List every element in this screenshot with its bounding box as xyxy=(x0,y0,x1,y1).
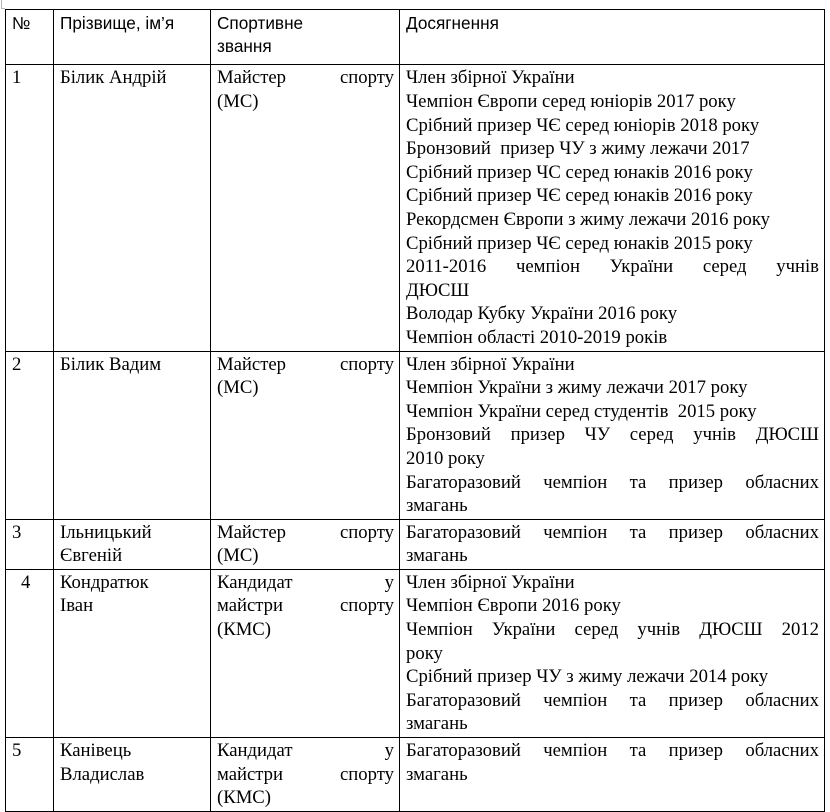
achievement-line: Член збірної України xyxy=(406,67,575,89)
sport-rank-line xyxy=(217,571,394,595)
achievement-line: змагань xyxy=(406,763,468,785)
achievement-line: Член збірної України xyxy=(406,353,575,375)
header-rank xyxy=(211,10,400,65)
athlete-name-line: Ільницький xyxy=(60,521,152,543)
sport-rank xyxy=(211,351,400,519)
sport-rank-word: спорту xyxy=(340,353,394,375)
achievement-line: Чемпіон Європи 2016 року xyxy=(406,595,621,617)
achievement-line: Срібний призер ЧС серед юнаків 2016 року xyxy=(406,161,753,183)
athlete-name-line: Канівець xyxy=(60,740,132,762)
achievement-line: Чемпіон Європи серед юніорів 2017 року xyxy=(406,91,736,112)
sport-rank-word: Кандидат xyxy=(217,571,293,593)
athlete-name xyxy=(54,351,211,519)
athlete-name xyxy=(54,65,211,351)
sport-rank-line xyxy=(217,763,394,787)
athlete-name-line: Кондратюк xyxy=(60,571,149,593)
athlete-name-line: Євгеній xyxy=(60,545,123,567)
achievement-line: Член збірної України xyxy=(406,571,575,593)
table-row xyxy=(6,351,825,519)
sport-rank-word: Кандидат xyxy=(217,740,293,762)
achievement-line: Чемпіон області 2010-2019 років xyxy=(406,326,668,348)
sport-rank xyxy=(211,738,400,812)
row-number: 3 xyxy=(6,519,54,569)
achievement-line: Чемпіон України серед студентів 2015 року xyxy=(406,400,757,422)
sport-rank-abbr: (МС) xyxy=(217,545,259,567)
table-row xyxy=(6,519,825,569)
sport-rank-word: Майстер xyxy=(217,67,287,89)
sport-rank-word: у xyxy=(384,571,394,593)
table-row xyxy=(6,738,825,812)
sport-rank-word: майстри xyxy=(217,595,284,617)
table-row xyxy=(6,65,825,351)
header-rank-line1: Спортивне xyxy=(217,13,304,33)
athlete-name xyxy=(54,569,211,737)
sport-rank xyxy=(211,519,400,569)
achievements-cell xyxy=(400,519,825,569)
achievement-line: Багаторазовий чемпіон та призер обласних xyxy=(406,689,819,711)
row-number: 4 xyxy=(6,569,54,737)
athlete-name-line: Іван xyxy=(60,595,94,617)
achievement-line: Рекордсмен Європи з жиму лежачи 2016 року xyxy=(406,208,770,230)
sport-rank-abbr: (МС) xyxy=(217,91,259,112)
sport-rank xyxy=(211,569,400,737)
text-boundary-mark xyxy=(1,0,5,9)
header-achievements: Досягнення xyxy=(400,10,825,65)
achievement-line: ДЮСШ xyxy=(406,279,470,301)
achievement-line: Багаторазовий чемпіон та призер обласних xyxy=(406,471,819,493)
athlete-name-line: Білик Андрій xyxy=(60,67,167,89)
row-number: 1 xyxy=(6,65,54,351)
header-name: Прізвище, ім’я xyxy=(54,10,211,65)
achievement-line: Бронзовий призер ЧУ серед учнів ДЮСШ xyxy=(406,424,819,446)
sport-rank xyxy=(211,65,400,351)
achievement-line: Бронзовий призер ЧУ з жиму лежачи 2017 xyxy=(406,138,750,160)
achievements-cell xyxy=(400,738,825,812)
table-row xyxy=(6,569,825,737)
row-number: 5 xyxy=(6,738,54,812)
achievement-line: Володар Кубку України 2016 року xyxy=(406,303,678,325)
athlete-name xyxy=(54,738,211,812)
sport-rank-line xyxy=(217,739,394,763)
sport-rank-word: Майстер xyxy=(217,353,287,375)
athlete-name-line: Білик Вадим xyxy=(60,353,162,375)
achievement-line: змагань xyxy=(406,495,468,517)
athletes-table xyxy=(5,9,825,812)
sport-rank-line xyxy=(217,594,394,618)
sport-rank-word: спорту xyxy=(340,521,394,543)
achievement-line: Чемпіон України серед учнів ДЮСШ 2012 xyxy=(406,619,819,641)
achievements-cell xyxy=(400,569,825,737)
sport-rank-line xyxy=(217,66,394,90)
achievement-line: Срібний призер ЧЄ серед юнаків 2016 року xyxy=(406,185,753,207)
header-number: № xyxy=(6,10,54,65)
header-rank-line2: звання xyxy=(217,36,272,57)
sport-rank-word: спорту xyxy=(340,763,394,785)
achievement-line: Срібний призер ЧЄ серед юнаків 2015 року xyxy=(406,232,753,254)
sport-rank-word: у xyxy=(384,740,394,762)
achievement-line: Срібний призер ЧЄ серед юніорів 2018 року xyxy=(406,114,760,136)
achievement-line: Багаторазовий чемпіон та призер обласних xyxy=(406,740,819,762)
achievement-line: року xyxy=(406,642,443,664)
row-number: 2 xyxy=(6,351,54,519)
sport-rank-word: спорту xyxy=(340,67,394,89)
sport-rank-line xyxy=(217,353,394,377)
achievement-line: 2010 року xyxy=(406,447,485,469)
sport-rank-word: майстри xyxy=(217,763,284,785)
achievement-line: Чемпіон України з жиму лежачи 2017 року xyxy=(406,377,748,399)
achievement-line: 2011-2016 чемпіон України серед учнів xyxy=(406,256,819,278)
sport-rank-word: Майстер xyxy=(217,521,287,543)
table-header-row xyxy=(6,10,825,65)
sport-rank-abbr: (КМС) xyxy=(217,619,271,641)
sport-rank-abbr: (КМС) xyxy=(217,787,271,809)
achievement-line: Срібний призер ЧУ з жиму лежачи 2014 року xyxy=(406,666,769,688)
achievements-cell xyxy=(400,351,825,519)
achievements-cell xyxy=(400,65,825,351)
achievement-line: змагань xyxy=(406,545,468,567)
sport-rank-line xyxy=(217,521,394,545)
sport-rank-word: спорту xyxy=(340,595,394,617)
sport-rank-abbr: (МС) xyxy=(217,377,259,399)
athlete-name xyxy=(54,519,211,569)
achievement-line: змагань xyxy=(406,713,468,735)
athlete-name-line: Владислав xyxy=(60,763,145,785)
achievement-line: Багаторазовий чемпіон та призер обласних xyxy=(406,521,819,543)
